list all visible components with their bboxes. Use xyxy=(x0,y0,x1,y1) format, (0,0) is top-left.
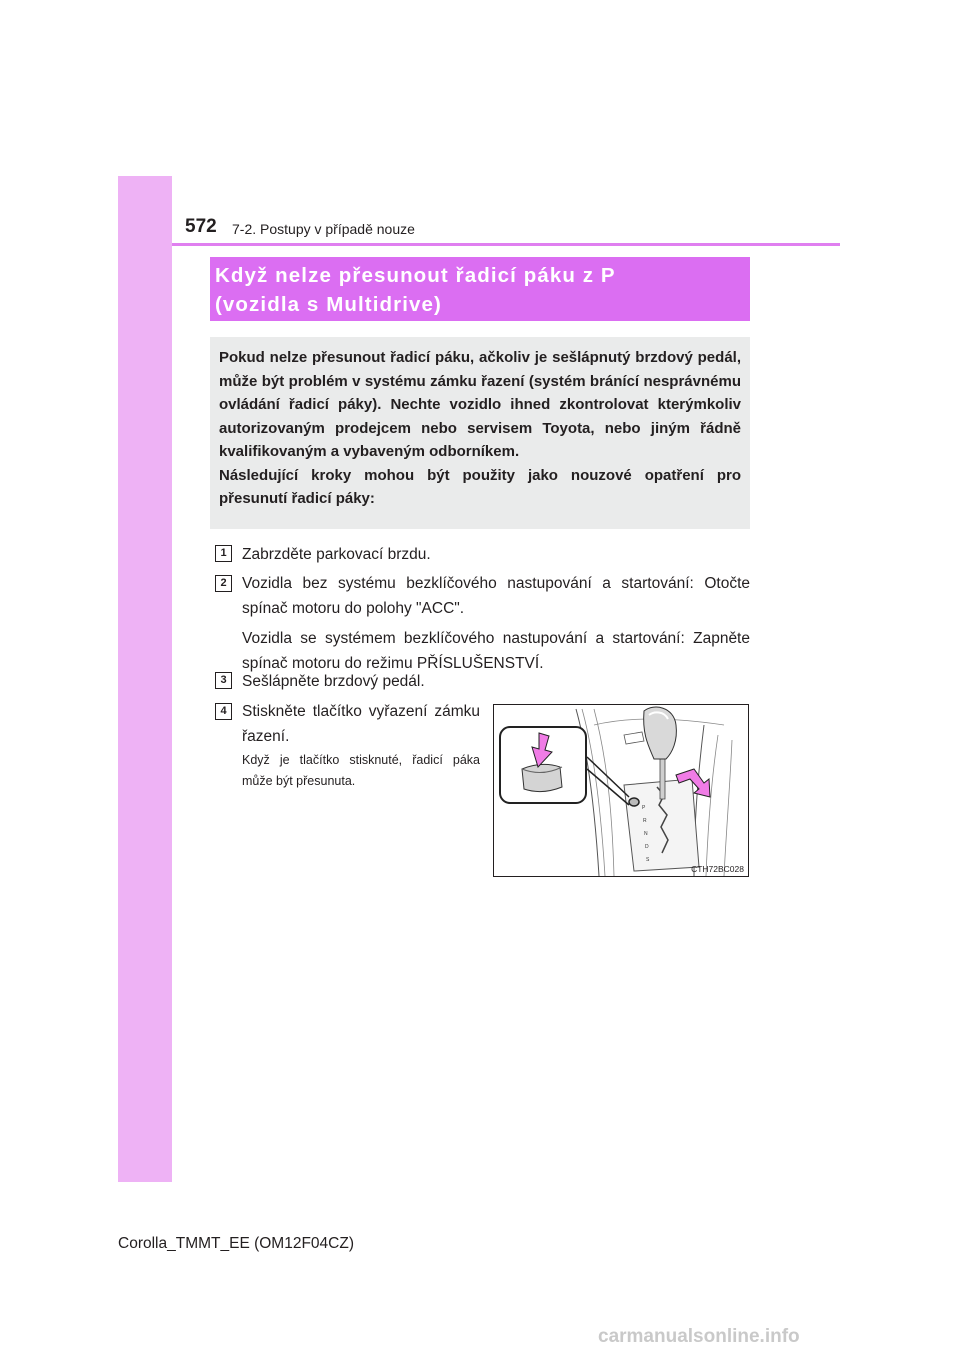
step-number-1: 1 xyxy=(215,545,232,562)
gate-label-n: N xyxy=(644,831,648,837)
step-number-3: 3 xyxy=(215,672,232,689)
section-label: 7-2. Postupy v případě nouze xyxy=(232,221,415,237)
watermark[interactable]: carmanualsonline.info xyxy=(598,1326,800,1347)
step-text-4: Stiskněte tlačítko vyřazení zámku řazení. xyxy=(242,703,480,745)
gate-label-p: P xyxy=(642,805,646,811)
title-line-2: (vozidla s Multidrive) xyxy=(215,293,442,316)
figure-code: CTH72BC028 xyxy=(691,864,744,874)
title-banner xyxy=(210,257,750,321)
footer-text: Corolla_TMMT_EE (OM12F04CZ) xyxy=(118,1235,354,1252)
chapter-sidebar-tab xyxy=(118,176,172,1182)
step-text-1: Zabrzděte parkovací brzdu. xyxy=(242,546,431,563)
step-text-2b: Vozidla se systémem bezklíčového nastupování a startování: Zapněte spínač motoru do režimu PŘÍSLUŠENSTVÍ. xyxy=(242,630,750,672)
intro-box xyxy=(210,337,750,529)
gate-label-r: R xyxy=(643,818,647,824)
title-line-1: Když nelze přesunout řadicí páku z P xyxy=(215,264,616,287)
shift-lock-figure xyxy=(493,704,749,877)
gate-label-s: S xyxy=(646,857,650,863)
gate-label-d: D xyxy=(645,844,649,850)
step-number-2: 2 xyxy=(215,575,232,592)
page-number: 572 xyxy=(185,216,217,237)
step-text-2a: Vozidla bez systému bezklíčového nastupování a startování: Otočte spínač motoru do polohy "ACC". xyxy=(242,575,750,617)
shift-lever-illustration xyxy=(494,705,748,876)
intro-paragraph-1: Pokud nelze přesunout řadicí páku, ačkoliv je sešlápnutý brzdový pedál, může být problém v systému zámku řazení (systém bránící nesprávnému ovládání řadicí páky). Nechte vozidlo ihned zkontrolovat kterýmkoliv autorizovaným prodejcem nebo servisem Toyota, nebo jiným řádně kvalifikovaným a vybaveným odborníkem. xyxy=(219,349,741,460)
step-number-4: 4 xyxy=(215,703,232,720)
intro-paragraph-2: Následující kroky mohou být použity jako nouzové opatření pro přesunutí řadicí páky: xyxy=(219,466,741,507)
step-4-note: Když je tlačítko stisknuté, řadicí páka může být přesunuta. xyxy=(242,753,480,788)
header-rule xyxy=(172,243,840,246)
step-text-3: Sešlápněte brzdový pedál. xyxy=(242,673,425,690)
